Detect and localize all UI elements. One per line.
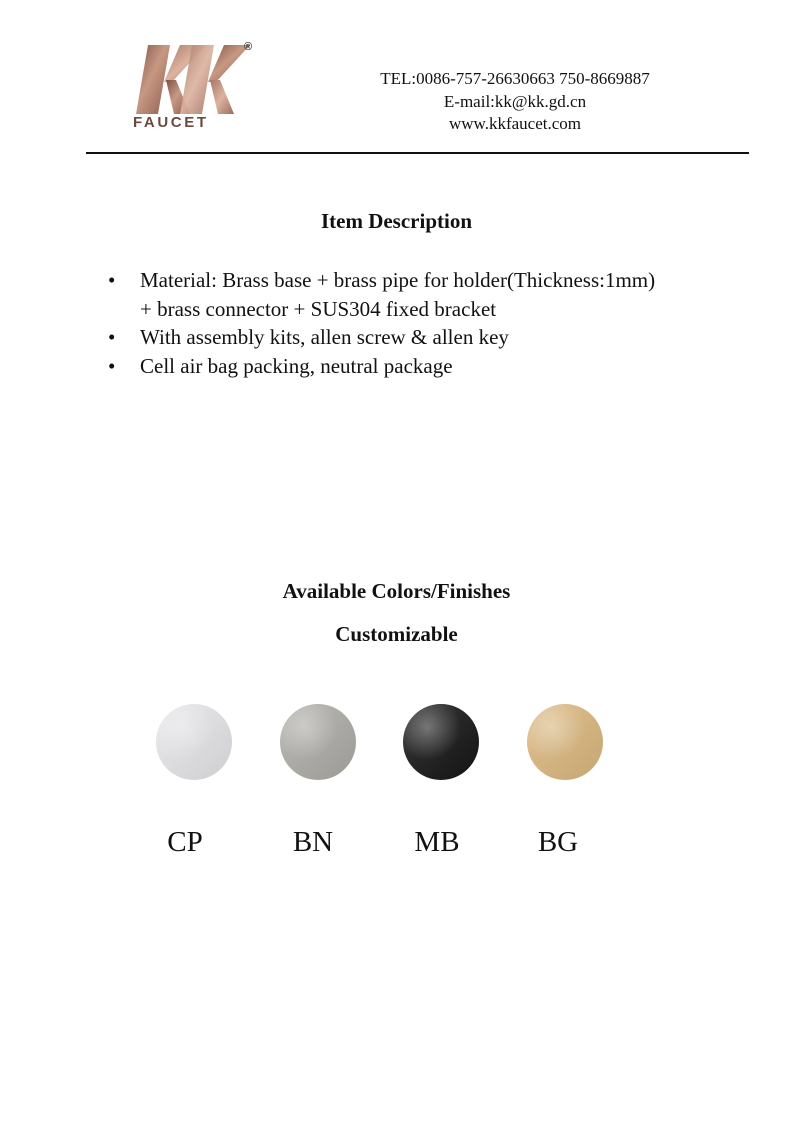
finishes-title: Available Colors/Finishes bbox=[282, 579, 511, 603]
finish-swatches bbox=[0, 700, 793, 870]
list-item bbox=[108, 266, 768, 323]
company-logo bbox=[128, 40, 258, 135]
swatch-bn bbox=[280, 704, 356, 780]
swatch-bg bbox=[527, 704, 603, 780]
finishes-subtitle: Customizable bbox=[335, 622, 458, 646]
bullet-icon: • bbox=[108, 353, 116, 378]
swatch-label-cp: CP bbox=[167, 826, 203, 858]
list-item-text-continued: + brass connector + SUS304 fixed bracket bbox=[140, 296, 497, 321]
bullet-icon: • bbox=[108, 268, 116, 292]
contact-website: www.kkfaucet.com bbox=[448, 114, 581, 133]
swatch-mb bbox=[403, 704, 479, 780]
swatch-label-bn: BN bbox=[292, 826, 334, 858]
logo-wordmark: FAUCET bbox=[133, 114, 209, 131]
list-item-text: Cell air bag packing, neutral package bbox=[140, 353, 453, 378]
swatch-cp bbox=[156, 704, 232, 780]
list-item-text: Material: Brass base + brass pipe for holder(Thickness:1mm) bbox=[140, 268, 656, 292]
bullet-icon: • bbox=[108, 325, 116, 349]
item-description-title: Item Description bbox=[320, 209, 473, 233]
contact-tel: TEL:0086-757-26630663 750-8669887 bbox=[380, 69, 650, 88]
contact-block bbox=[340, 68, 690, 136]
swatch-label-bg: BG bbox=[537, 826, 579, 858]
list-item bbox=[108, 352, 768, 381]
swatch-label-mb: MB bbox=[414, 826, 460, 858]
registered-mark: ® bbox=[243, 41, 253, 53]
contact-email: E-mail:kk@kk.gd.cn bbox=[443, 91, 587, 111]
description-list bbox=[108, 266, 768, 380]
list-item bbox=[108, 323, 768, 352]
header-divider bbox=[86, 152, 749, 154]
list-item-text: With assembly kits, allen screw & allen key bbox=[140, 325, 509, 349]
kk-logo-icon bbox=[128, 40, 258, 120]
